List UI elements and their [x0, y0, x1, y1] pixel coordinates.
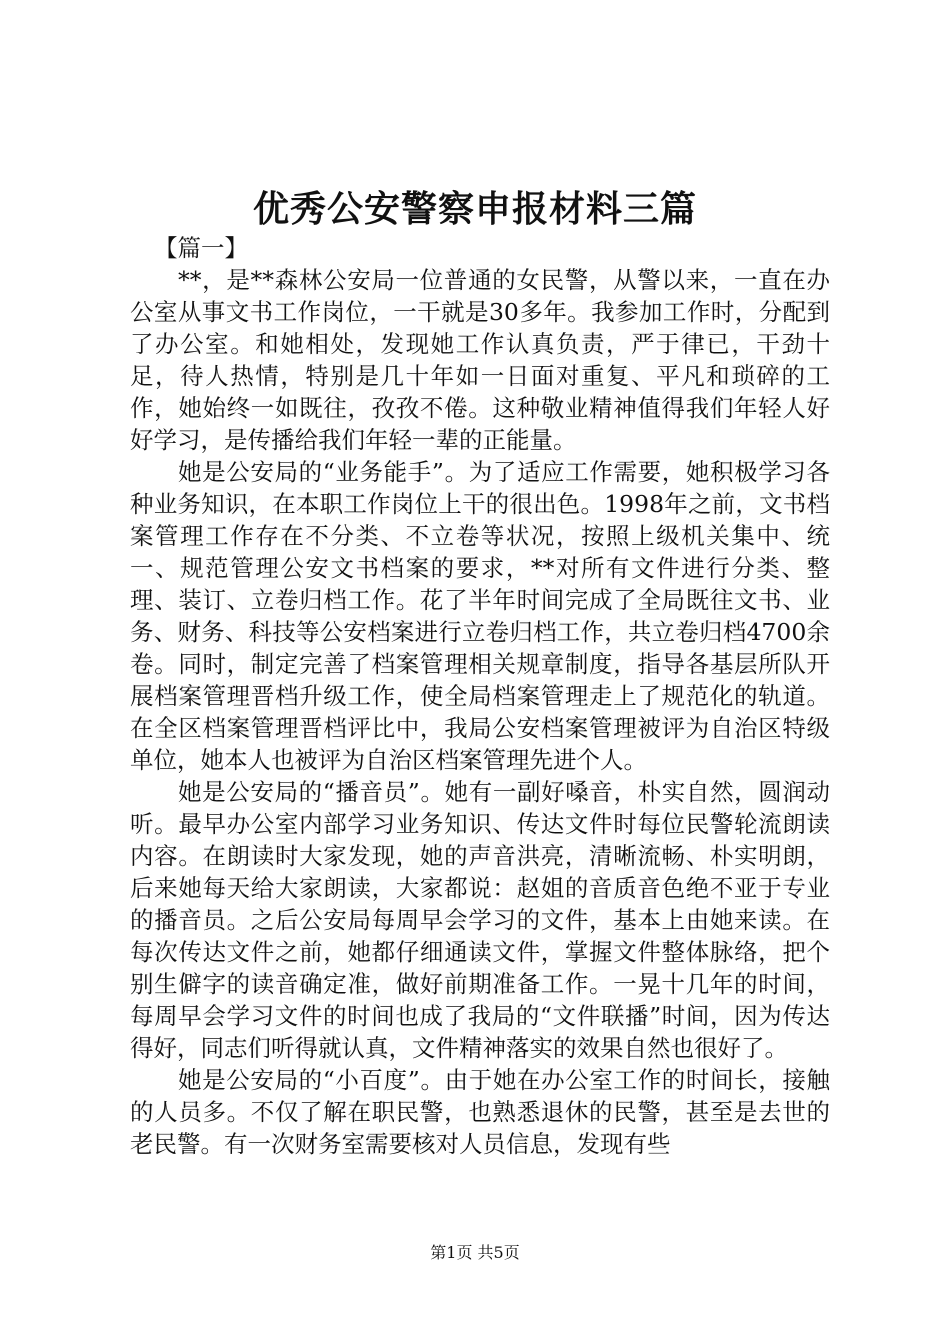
page-footer: 第1页 共5页: [430, 1243, 520, 1262]
document-body: [130, 232, 830, 1160]
paragraph-1: **，是**森林公安局一位普通的女民警，从警以来，一直在办公室从事文书工作岗位，一干就是30多年。我参加工作时，分配到了办公室。和她相处，发现她工作认真负责，严于律已，干劲十足，待人热情，特别是几十年如一日面对重复、平凡和琐碎的工作，她始终一如既往，孜孜不倦。这种敬业精神值得我们年轻人好好学习，是传播给我们年轻一辈的正能量。: [130, 266, 830, 454]
paragraph-3: 她是公安局的“播音员”。她有一副好嗓音，朴实自然，圆润动听。最早办公室内部学习业务知识、传达文件时每位民警轮流朗读内容。在朗读时大家发现，她的声音洪亮，清晰流畅、朴实明朗，后来她每天给大家朗读，大家都说：赵姐的音质音色绝不亚于专业的播音员。之后公安局每周早会学习的文件，基本上由她来读。在每次传达文件之前，她都仔细通读文件，掌握文件整体脉络，把个别生僻字的读音确定准，做好前期准备工作。一晃十几年的时间，每周早会学习文件的时间也成了我局的“文件联播”时间，因为传达得好，同志们听得就认真，文件精神落实的效果自然也很好了。: [130, 778, 830, 1062]
section-label: 【篇一】: [154, 234, 248, 262]
paragraph-4: 她是公安局的“小百度”。由于她在办公室工作的时间长，接触的人员多。不仅了解在职民警，也熟悉退休的民警，甚至是去世的老民警。有一次财务室需要核对人员信息，发现有些: [130, 1066, 830, 1158]
paragraph-2: 她是公安局的“业务能手”。为了适应工作需要，她积极学习各种业务知识，在本职工作岗位上干的很出色。1998年之前，文书档案管理工作存在不分类、不立卷等状况，按照上级机关集中、统一、规范管理公安文书档案的要求，**对所有文件进行分类、整理、装订、立卷归档工作。花了半年时间完成了全局既往文书、业务、财务、科技等公安档案进行立卷归档工作，共立卷归档4700余卷。同时，制定完善了档案管理相关规章制度，指导各基层所队开展档案管理晋档升级工作，使全局档案管理走上了规范化的轨道。在全区档案管理晋档评比中，我局公安档案管理被评为自治区特级单位，她本人也被评为自治区档案管理先进个人。: [130, 458, 830, 774]
document-title: 优秀公安警察申报材料三篇: [252, 188, 697, 230]
